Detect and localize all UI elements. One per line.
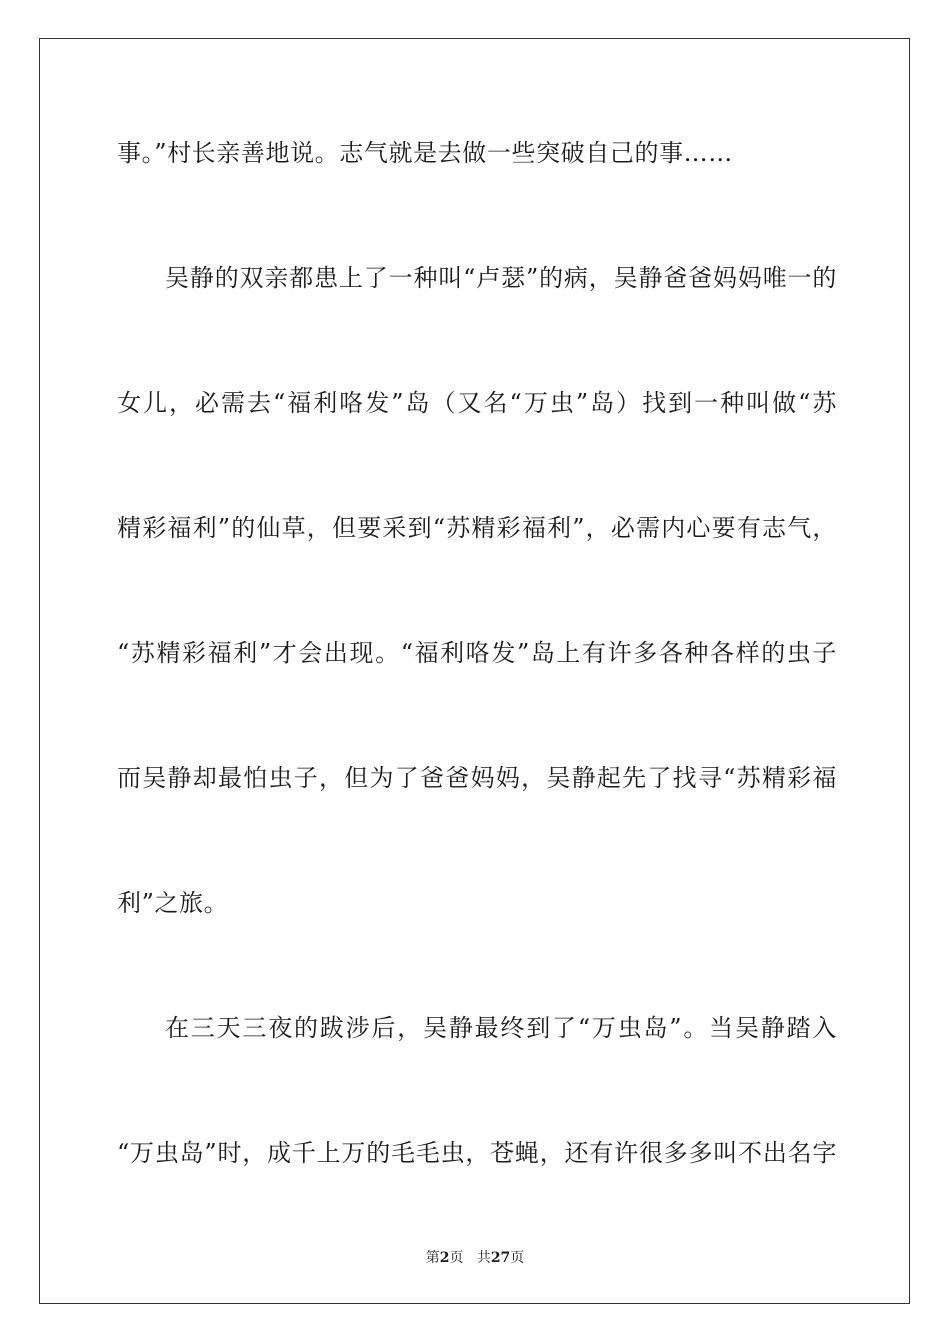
total-label-suffix: 页 xyxy=(510,1250,525,1266)
page-footer xyxy=(0,1247,950,1267)
page-border xyxy=(39,38,910,1304)
paragraph-line-2: 吴静的双亲都患上了一种叫“卢瑟”的病，吴静爸爸妈妈唯一的 xyxy=(165,264,837,292)
paragraph-line-9: “万虫岛”时，成千上万的毛毛虫，苍蝇，还有许很多多叫不出名字 xyxy=(117,1139,837,1167)
page-label-suffix: 页 xyxy=(449,1250,464,1266)
paragraph-line-1: 事。”村长亲善地说。志气就是去做一些突破自己的事…… xyxy=(117,139,733,167)
paragraph-line-4: 精彩福利”的仙草，但要采到“苏精彩福利”，必需内心要有志气， xyxy=(117,514,837,542)
paragraph-line-3: 女儿，必需去“福利咯发”岛（又名“万虫”岛）找到一种叫做“苏 xyxy=(117,389,837,417)
paragraph-line-6: 而吴静却最怕虫子，但为了爸爸妈妈，吴静起先了找寻“苏精彩福 xyxy=(117,764,837,792)
paragraph-line-7: 利”之旅。 xyxy=(117,889,229,917)
total-label-prefix: 共 xyxy=(476,1250,491,1266)
paragraph-line-5: “苏精彩福利”才会出现。“福利咯发”岛上有许多各种各样的虫子 xyxy=(117,639,837,667)
page-label-prefix: 第 xyxy=(425,1250,440,1266)
paragraph-line-8: 在三天三夜的跋涉后，吴静最终到了“万虫岛”。当吴静踏入 xyxy=(165,1014,837,1042)
page-number: 2 xyxy=(439,1250,450,1266)
total-pages: 27 xyxy=(490,1250,511,1266)
